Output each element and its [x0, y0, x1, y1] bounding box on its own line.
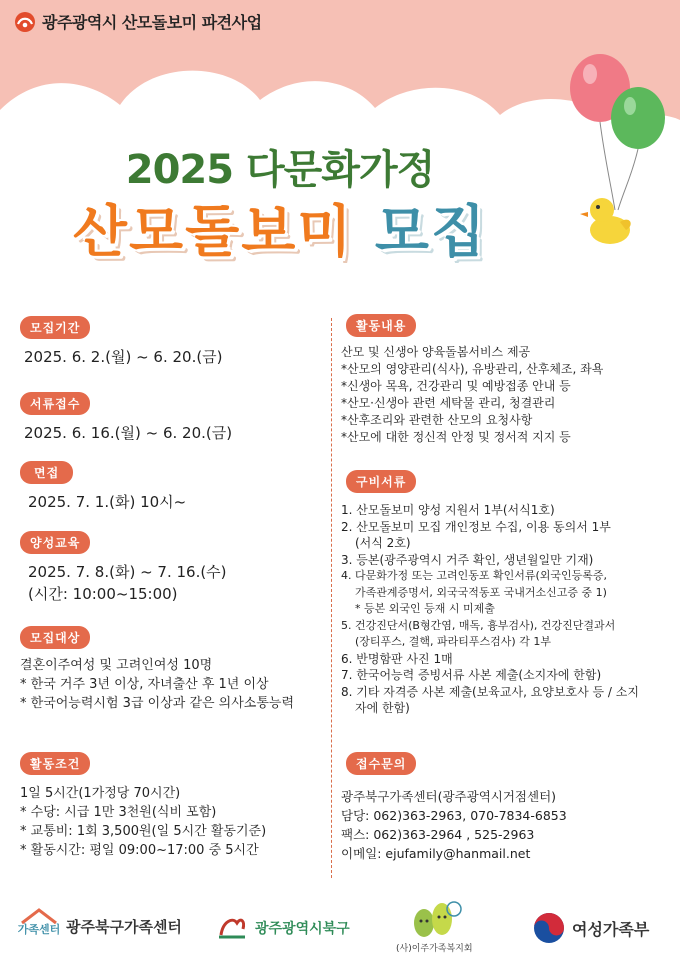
label-interview: 면접	[20, 461, 73, 484]
balloons-duck-illustration	[560, 50, 680, 260]
section-interview	[20, 461, 186, 513]
docs-value: 2025. 6. 16.(월) ~ 6. 20.(금)	[24, 424, 233, 442]
footer-center4-name: 여성가족부	[572, 919, 650, 939]
footer-logos	[0, 895, 680, 962]
required-item: (서식 2호)	[355, 536, 411, 550]
target-line: 결혼이주여성 및 고려인여성 10명	[20, 658, 213, 673]
label-period: 모집기간	[20, 316, 90, 339]
contact-org: 광주북구가족센터(광주광역시거점센터)	[341, 789, 557, 804]
label-activity: 활동내용	[346, 314, 416, 337]
activity-line: *산후조리와 관련한 산모의 요청사항	[341, 413, 533, 427]
activity-line: *산모에 대한 정신적 안정 및 정서적 지지 등	[341, 430, 571, 444]
label-docs: 서류접수	[20, 392, 90, 415]
section-period	[20, 316, 223, 368]
title-main	[0, 188, 560, 268]
migrant-family-logo-icon	[402, 899, 466, 939]
footer-center1-name: 광주북구가족센터	[66, 917, 182, 936]
header	[14, 10, 262, 33]
footer-center4	[532, 911, 649, 945]
interview-value: 2025. 7. 1.(화) 10시~	[28, 493, 187, 511]
org-title: 광주광역시 산모돌보미 파견사업	[42, 13, 262, 32]
required-list	[341, 502, 676, 717]
section-training	[20, 531, 227, 605]
activity-line: *산모·신생아 관련 세탁물 관리, 청결관리	[341, 396, 556, 410]
taegeuk-logo-icon	[532, 911, 566, 945]
section-conditions	[20, 752, 325, 860]
required-item: 6. 반명함판 사진 1매	[341, 651, 453, 666]
required-item: 1. 산모돌보미 양성 지원서 1부(서식1호)	[341, 503, 555, 517]
required-item: 5. 건강진단서(B형간염, 매독, 흉부검사), 건강진단결과서	[341, 618, 616, 632]
bukgu-logo-icon	[215, 913, 249, 943]
section-contact	[341, 752, 671, 863]
footer-center1	[18, 907, 182, 945]
title-main-b: 모집	[374, 200, 488, 265]
conditions-line: * 수당: 시급 1만 3천원(식비 포함)	[20, 805, 217, 820]
section-activity	[341, 314, 671, 446]
section-required	[341, 470, 676, 717]
column-divider	[331, 318, 332, 878]
conditions-line: 1일 5시간(1가정당 70시간)	[20, 786, 181, 801]
title-main-a: 산모돌보미	[72, 200, 354, 265]
footer-center2	[215, 913, 350, 943]
required-item: (장티푸스, 결핵, 파라티푸스검사) 각 1부	[355, 635, 551, 648]
family-center-logo-icon	[18, 907, 60, 945]
training-value: 2025. 7. 8.(화) ~ 7. 16.(수)	[28, 563, 227, 581]
required-item: 3. 등본(광주광역시 거주 확인, 생년월일만 기재)	[341, 552, 594, 567]
activity-line: *산모의 영양관리(식사), 유방관리, 산후체조, 좌욕	[341, 362, 604, 376]
required-item: 자에 한함)	[355, 701, 410, 715]
title-year: 2025 다문화가정	[125, 147, 435, 193]
contact-fax: 팩스: 062)363-2964 , 525-2963	[341, 827, 535, 842]
required-item: 4. 다문화가정 또는 고려인동포 확인서류(외국인등록증,	[341, 569, 608, 582]
conditions-line: * 교통비: 1회 3,500원(일 5시간 활동기준)	[20, 824, 267, 839]
required-item: 8. 기타 자격증 사본 제출(보육교사, 요양보호사 등 / 소지	[341, 684, 639, 699]
label-conditions: 활동조건	[20, 752, 90, 775]
required-item: 가족관계증명서, 외국국적동포 국내거소신고증 중 1)	[355, 585, 607, 599]
footer-center3-name: (사)이주가족복지회	[396, 944, 473, 954]
label-training: 양성교육	[20, 531, 90, 554]
footer-center2-name: 광주광역시북구	[255, 921, 350, 937]
family-center-logo-text: 가족센터	[18, 923, 60, 936]
footer-center3	[396, 899, 473, 954]
target-line: * 한국어능력시험 3급 이상과 같은 의사소통능력	[20, 696, 295, 711]
target-line: * 한국 거주 3년 이상, 자녀출산 후 1년 이상	[20, 677, 269, 692]
section-target	[20, 626, 325, 713]
label-target: 모집대상	[20, 626, 90, 649]
required-item: 7. 한국어능력 증빙서류 사본 제출(소지자에 한함)	[341, 668, 602, 682]
conditions-line: * 활동시간: 평일 09:00~17:00 중 5시간	[20, 843, 259, 858]
label-contact: 접수문의	[346, 752, 416, 775]
section-docs	[20, 392, 232, 444]
contact-phone: 담당: 062)363-2963, 070-7834-6853	[341, 808, 567, 823]
gwangju-logo-icon	[14, 11, 36, 33]
label-required: 구비서류	[346, 470, 416, 493]
contact-email: 이메일: ejufamily@hanmail.net	[341, 846, 531, 861]
required-item: * 등본 외국인 등재 시 미제출	[355, 602, 495, 615]
required-item: 2. 산모돌보미 모집 개인정보 수집, 이용 동의서 1부	[341, 519, 611, 534]
activity-line: 산모 및 신생아 양육돌봄서비스 제공	[341, 345, 531, 359]
training-time: (시간: 10:00~15:00)	[28, 585, 178, 603]
period-value: 2025. 6. 2.(월) ~ 6. 20.(금)	[24, 348, 223, 366]
activity-line: *신생아 목욕, 건강관리 및 예방접종 안내 등	[341, 379, 571, 393]
